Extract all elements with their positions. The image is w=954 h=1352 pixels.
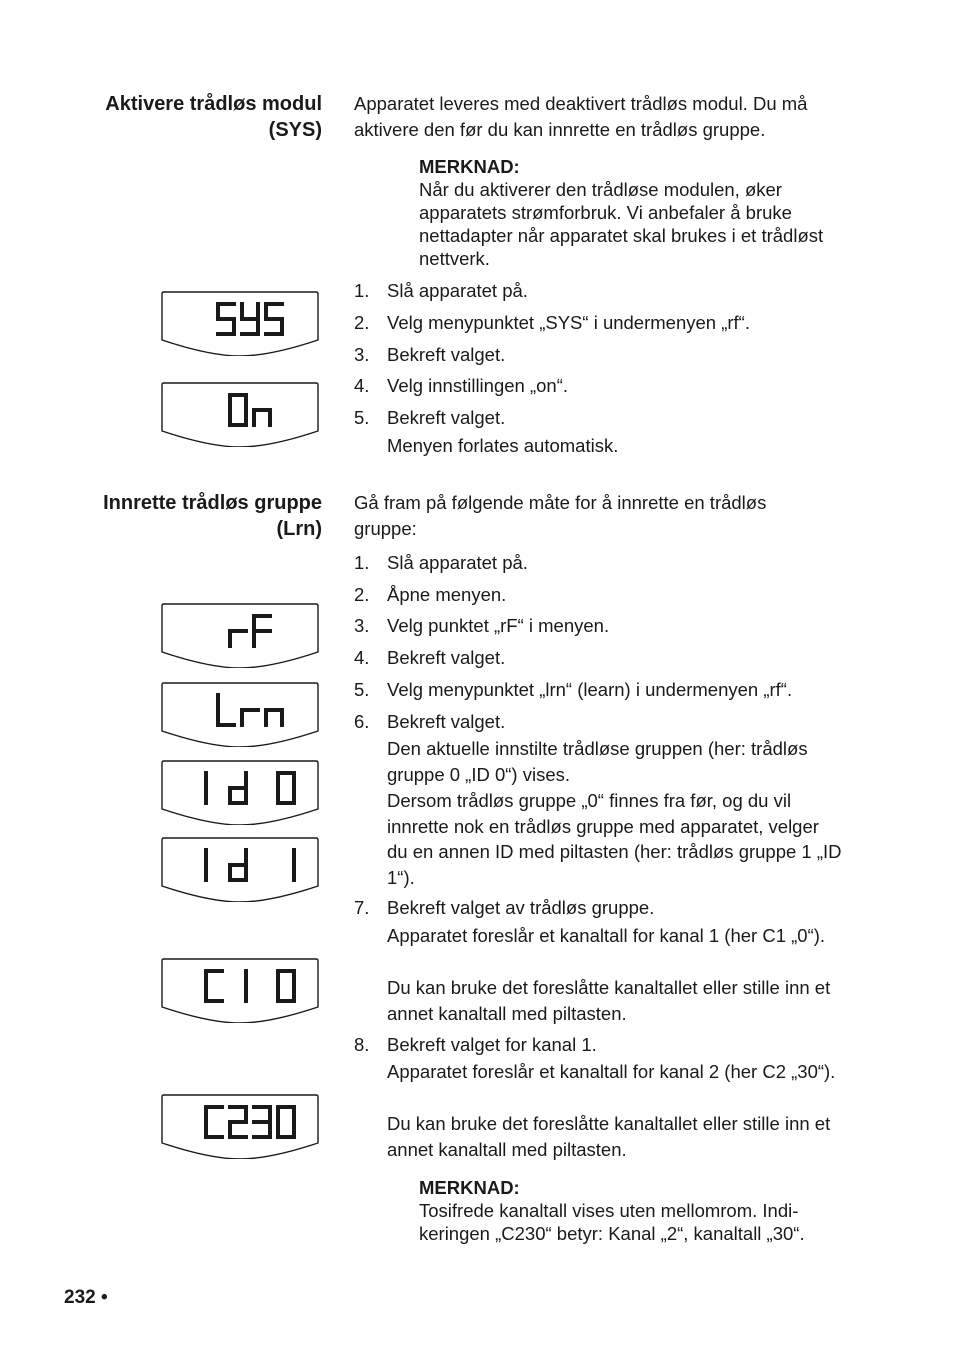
lcd-glyph	[230, 395, 246, 425]
heading-line: (SYS)	[268, 119, 322, 141]
step-subtext: Den aktuelle innstilte trådløse gruppen (her: trådløs gruppe 0 „ID 0“) vises.	[387, 738, 808, 785]
lcd-glyph	[266, 710, 282, 725]
page-number: 232 •	[64, 1287, 108, 1308]
lcd-display-rf	[160, 602, 320, 666]
lcd-display-on	[160, 381, 320, 445]
section-heading-lrn	[32, 490, 322, 542]
heading-line: Innrette trådløs gruppe	[103, 492, 322, 514]
step-subtext: Apparatet foreslår et kanaltall for kanal 2 (her C2 „30“).	[387, 1061, 836, 1082]
lcd-frame	[160, 290, 320, 356]
step-text: Bekreft valget.	[387, 407, 506, 428]
lcd-glyph	[266, 304, 282, 334]
step-text: Åpne menyen.	[387, 584, 507, 605]
step-subtext: Dersom trådløs gruppe „0“ finnes fra før, og du vil innrette nok en trådløs gruppe med apparatet, velger du en annen ID med piltasten (her: trådløs gruppe 1 „ID 1“).	[387, 790, 842, 888]
step-text: Slå apparatet på.	[387, 280, 528, 301]
step-text: Bekreft valget av trådløs gruppe.	[387, 897, 655, 918]
step-text: Velg menypunktet „SYS“ i undermenyen „rf“.	[387, 312, 750, 333]
lcd-display-id0	[160, 759, 320, 823]
lcd-glyph	[254, 410, 270, 425]
lcd-frame	[160, 957, 320, 1023]
note-text: Tosifrede kanaltall vises uten mellomrom. Indi-	[419, 1200, 799, 1221]
step-subtext: Apparatet foreslår et kanaltall for kanal 1 (her C1 „0“).	[387, 925, 826, 946]
step-text: Velg menypunktet „lrn“ (learn) i undermenyen „rf“.	[387, 679, 793, 700]
lcd-glyph	[230, 773, 246, 803]
lcd-glyph	[278, 1107, 294, 1137]
lcd-display-lrn	[160, 681, 320, 745]
lcd-glyph	[218, 695, 234, 725]
lcd-glyph	[242, 304, 258, 334]
lcd-glyph	[206, 971, 222, 1001]
step-number: 4.	[354, 647, 370, 668]
step-text: Bekreft valget.	[387, 344, 506, 365]
lcd-display-sys	[160, 290, 320, 354]
step-number: 2.	[354, 584, 370, 605]
lcd-frame	[160, 1093, 320, 1159]
note-title: MERKNAD:	[419, 156, 520, 177]
step-number: 5.	[354, 679, 370, 700]
step-number: 3.	[354, 615, 370, 636]
step-text: Velg innstillingen „on“.	[387, 375, 568, 396]
heading-line: (Lrn)	[276, 518, 322, 540]
step-number: 1.	[354, 280, 370, 301]
note-title: MERKNAD:	[419, 1177, 520, 1198]
lcd-frame	[160, 681, 320, 747]
lcd-glyph	[206, 1107, 222, 1137]
intro-paragraph: Gå fram på følgende måte for å innrette en trådløs gruppe:	[354, 492, 767, 539]
lcd-frame	[160, 759, 320, 825]
step-number: 8.	[354, 1034, 370, 1055]
heading-line: Aktivere trådløs modul	[105, 93, 322, 115]
lcd-glyph	[278, 971, 294, 1001]
lcd-display-c230	[160, 1093, 320, 1157]
note-block	[419, 155, 839, 270]
lcd-frame	[160, 602, 320, 668]
lcd-display-c10	[160, 957, 320, 1021]
section-heading-sys	[32, 91, 322, 143]
step-number: 1.	[354, 552, 370, 573]
lcd-frame	[160, 836, 320, 902]
step-text: Velg punktet „rF“ i menyen.	[387, 615, 610, 636]
step-number: 5.	[354, 407, 370, 428]
step-number: 7.	[354, 897, 370, 918]
note-block	[419, 1176, 839, 1245]
lcd-glyph	[230, 850, 246, 880]
note-text: keringen „C230“ betyr: Kanal „2“, kanaltall „30“.	[419, 1223, 805, 1244]
note-text: Når du aktiverer den trådløse modulen, øker apparatets strømforbruk. Vi anbefaler å bruke nettadapter når apparatet skal brukes i et trådløst nettverk.	[419, 179, 824, 269]
lcd-glyph	[242, 710, 258, 725]
step-subtext: Menyen forlates automatisk.	[387, 435, 619, 456]
step-text: Slå apparatet på.	[387, 552, 528, 573]
lcd-glyph	[254, 1107, 270, 1137]
lcd-glyph	[254, 616, 270, 646]
lcd-frame	[160, 381, 320, 447]
step-number: 3.	[354, 344, 370, 365]
lcd-display-id1	[160, 836, 320, 900]
lcd-glyph	[218, 304, 234, 334]
step-text: Bekreft valget for kanal 1.	[387, 1034, 597, 1055]
step-text: Bekreft valget.	[387, 711, 506, 732]
intro-paragraph: Apparatet leveres med deaktivert trådløs modul. Du må aktivere den før du kan innrette en trådløs gruppe.	[354, 93, 808, 140]
step-number: 4.	[354, 375, 370, 396]
lcd-glyph	[230, 1107, 246, 1137]
step-number: 6.	[354, 711, 370, 732]
lcd-glyph	[278, 773, 294, 803]
step-text: Bekreft valget.	[387, 647, 506, 668]
lcd-glyph	[230, 631, 246, 646]
step-number: 2.	[354, 312, 370, 333]
step-subtext: Du kan bruke det foreslåtte kanaltallet eller stille inn et annet kanaltall med piltasten.	[387, 1113, 831, 1160]
step-subtext: Du kan bruke det foreslåtte kanaltallet eller stille inn et annet kanaltall med piltasten.	[387, 977, 831, 1024]
